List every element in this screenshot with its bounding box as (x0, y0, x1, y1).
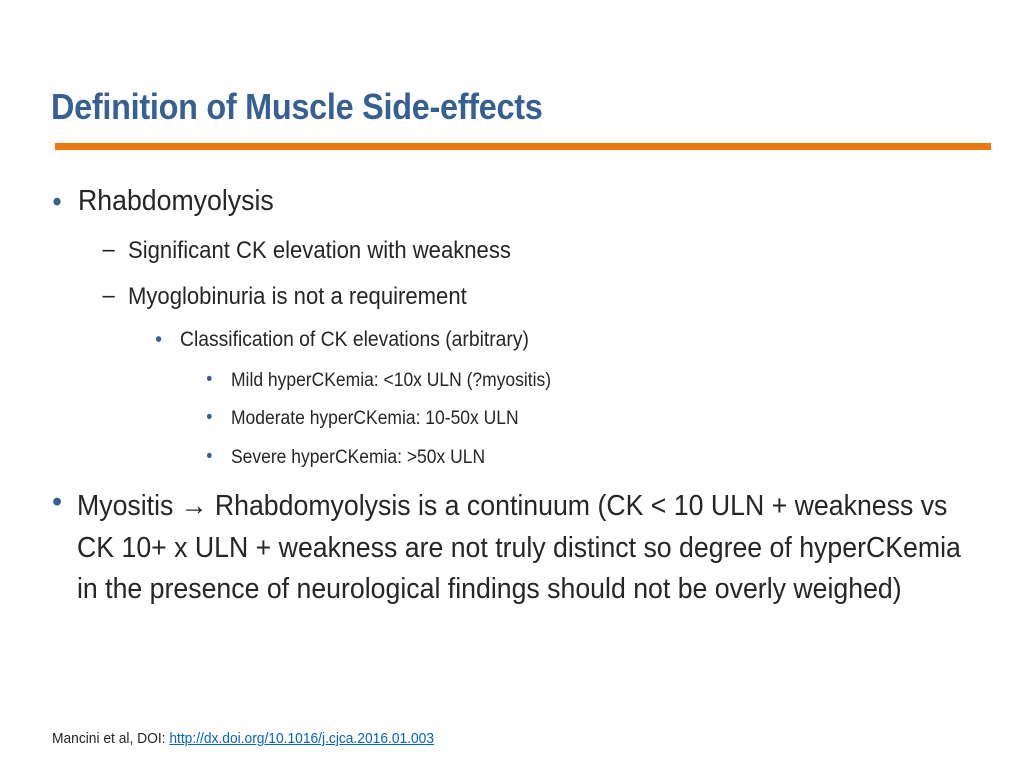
subbullet-moderate: Moderate hyperCKemia: 10-50x ULN (231, 408, 519, 429)
dash-marker: – (102, 282, 115, 309)
bullet-marker: • (206, 407, 213, 428)
bullet-marker: • (206, 446, 213, 467)
bullet-marker: • (155, 328, 163, 351)
subbullet-mild: Mild hyperCKemia: <10x ULN (?myositis) (231, 370, 552, 391)
bullet-marker: • (52, 486, 63, 518)
citation-prefix: Mancini et al, DOI: (52, 730, 170, 747)
doi-link[interactable]: http://dx.doi.org/10.1016/j.cjca.2016.01.003 (169, 730, 435, 747)
slide-title: Definition of Muscle Side-effects (51, 86, 543, 127)
subbullet-myoglobinuria: Myoglobinuria is not a requirement (128, 283, 467, 310)
bullet-marker: • (206, 369, 213, 390)
citation (52, 730, 434, 747)
subbullet-severe: Severe hyperCKemia: >50x ULN (231, 447, 486, 468)
dash-marker: – (102, 236, 115, 263)
bullet-marker: • (52, 186, 62, 218)
continuum-paragraph: Myositis → Rhabdomyolysis is a continuum (CK < 10 ULN + weakness vs CK 10+ x ULN + weakness are not truly distinct so degree of hyperCKemia in the presence of neurological findings should not be overly weighed) (77, 490, 961, 605)
title-underline (55, 143, 991, 150)
bullet-rhabdomyolysis: Rhabdomyolysis (78, 185, 274, 217)
subbullet-classification: Classification of CK elevations (arbitrary) (180, 328, 529, 351)
subbullet-ck-elevation: Significant CK elevation with weakness (128, 237, 511, 264)
